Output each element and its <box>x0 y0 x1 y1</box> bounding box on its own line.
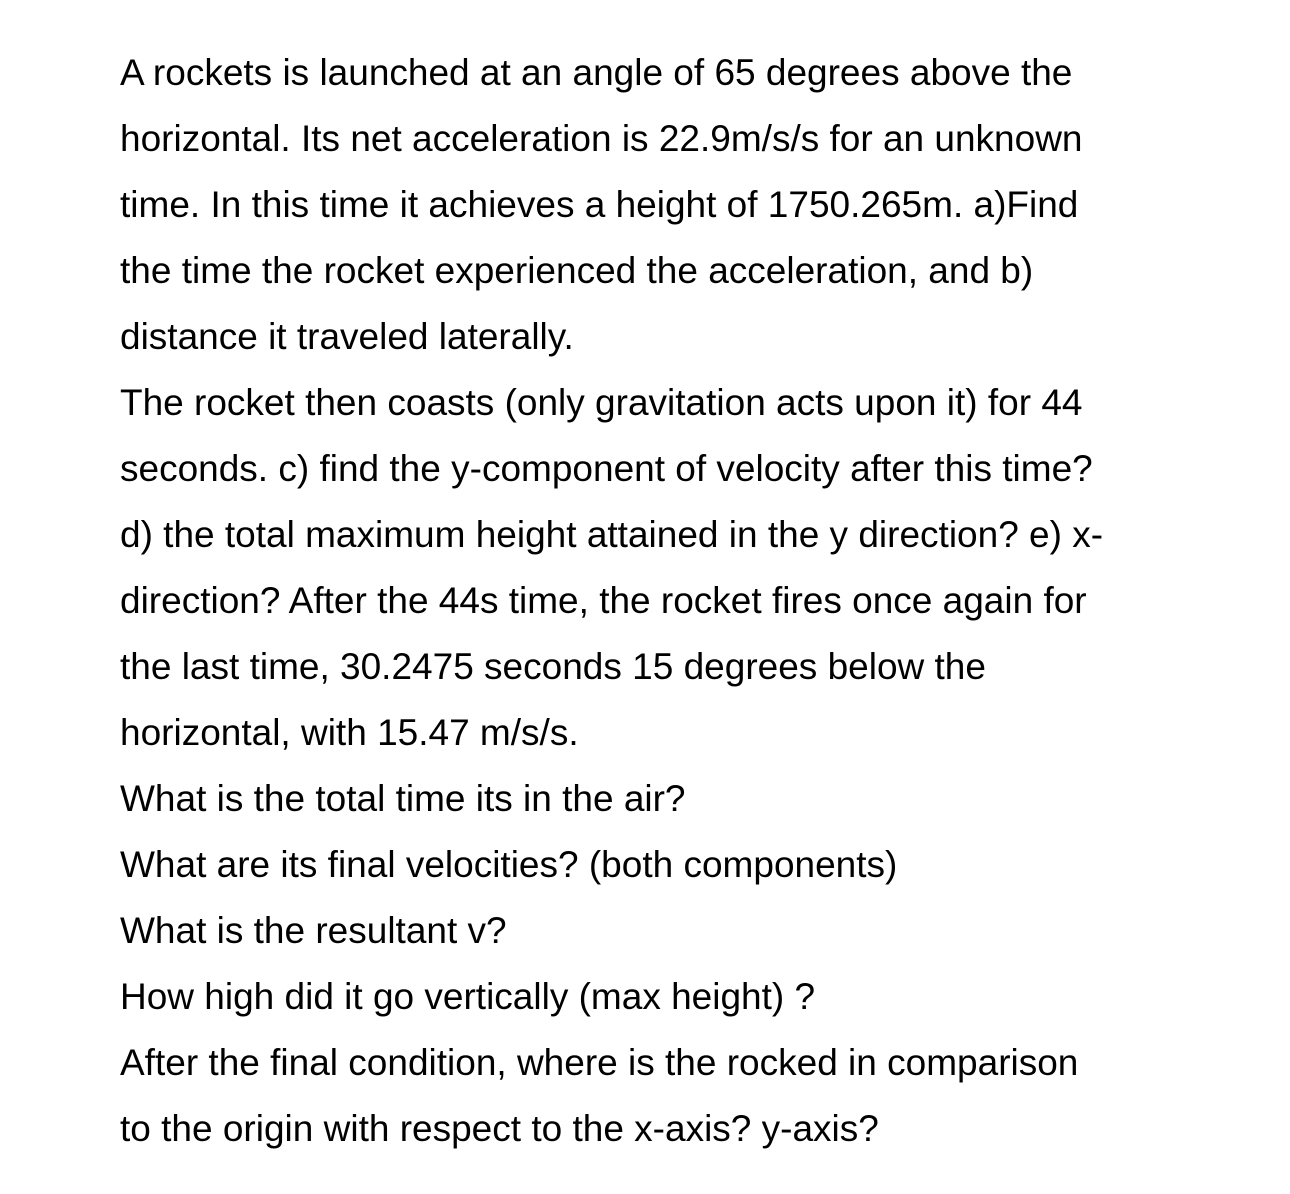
question-line: What is the resultant v? <box>120 910 507 951</box>
text-line: seconds. c) find the y-component of velocity after this time? <box>120 448 1093 489</box>
question-line: What is the total time its in the air? <box>120 778 686 819</box>
text-line: horizontal, with 15.47 m/s/s. <box>120 712 579 753</box>
paragraph-coast <box>120 370 1180 766</box>
question-resultant-v <box>120 898 1180 964</box>
text-line: to the origin with respect to the x-axis? y-axis? <box>120 1108 879 1149</box>
text-line: horizontal. Its net acceleration is 22.9m/s/s for an unknown <box>120 118 1083 159</box>
question-line: How high did it go vertically (max height) ? <box>120 976 816 1017</box>
text-line: d) the total maximum height attained in the y direction? e) x- <box>120 514 1104 555</box>
paragraph-launch <box>120 40 1180 370</box>
text-line: The rocket then coasts (only gravitation acts upon it) for 44 <box>120 382 1083 423</box>
text-line: direction? After the 44s time, the rocket fires once again for <box>120 580 1087 621</box>
problem-text <box>120 40 1180 1162</box>
question-final-position <box>120 1030 1180 1162</box>
question-line: What are its final velocities? (both components) <box>120 844 898 885</box>
text-line: After the final condition, where is the rocked in comparison <box>120 1042 1079 1083</box>
text-line: the time the rocket experienced the acceleration, and b) <box>120 250 1034 291</box>
text-line: the last time, 30.2475 seconds 15 degrees below the <box>120 646 986 687</box>
text-line: A rockets is launched at an angle of 65 degrees above the <box>120 52 1073 93</box>
question-total-time <box>120 766 1180 832</box>
text-line: time. In this time it achieves a height of 1750.265m. a)Find <box>120 184 1079 225</box>
text-line: distance it traveled laterally. <box>120 316 574 357</box>
question-final-velocities <box>120 832 1180 898</box>
question-max-height <box>120 964 1180 1030</box>
